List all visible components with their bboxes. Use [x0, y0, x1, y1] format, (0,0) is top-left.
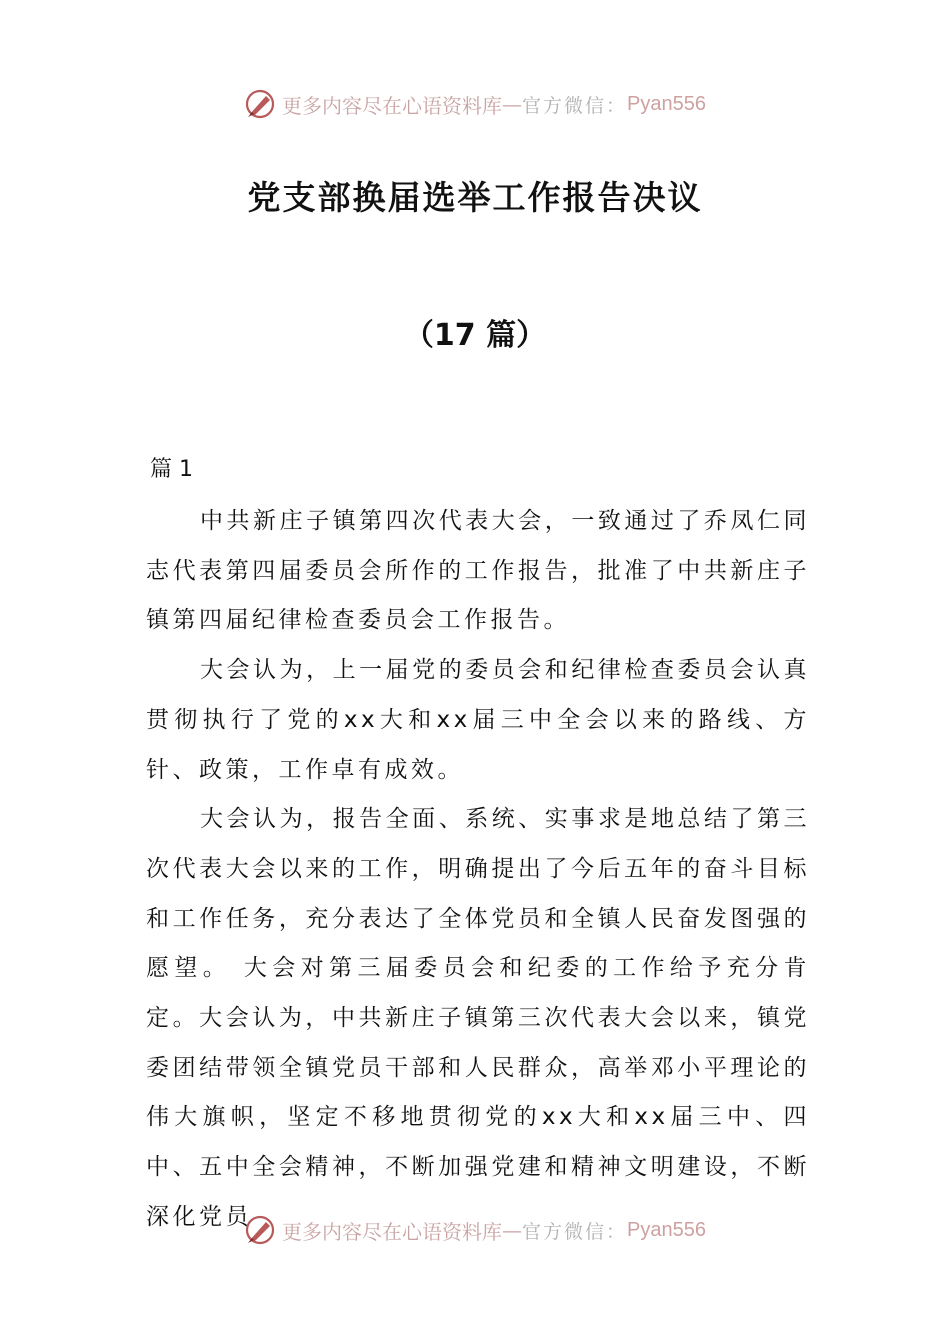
document-title: 党支部换届选举工作报告决议 [247, 178, 703, 217]
document-subtitle: （17 篇） [403, 318, 547, 353]
banner-wechat-id: Pyan556 [627, 92, 706, 115]
banner-text: 更多内容尽在心语资料库 [282, 93, 502, 118]
banner-wechat-label: 官方微信： [522, 94, 628, 117]
section-label: 篇 1 [150, 457, 193, 482]
banner-text: 更多内容尽在心语资料库 [282, 1219, 502, 1244]
banner-wechat-id: Pyan556 [627, 1218, 706, 1241]
header-banner [0, 84, 950, 124]
document-body [146, 497, 810, 1243]
paragraph: 大会认为，上一届党的委员会和纪律检查委员会认真贯彻执行了党的xx大和xx届三中全会以来的路线、方针、政策，工作卓有成效。 [146, 657, 810, 783]
pen-logo-icon [244, 88, 276, 120]
pen-logo-icon [244, 1214, 276, 1246]
paragraph: 大会认为，报告全面、系统、实事求是地总结了第三次代表大会以来的工作，明确提出了今后五年的奋斗目标和工作任务，充分表达了全体党员和全镇人民奋发图强的愿望。 大会对第三届委员会和纪委的工作给予充分肯定。大会认为，中共新庄子镇第三次代表大会以来，镇党委团结带领全镇党员干部和人民群众，高举邓小平理论的伟大旗帜，坚定不移地贯彻党的xx大和xx届三中、四中、五中全会精神，不断加强党建和精神文明建设，不断深化党员 [146, 806, 810, 1230]
footer-banner [0, 1210, 950, 1250]
banner-separator: — [502, 1218, 522, 1242]
paragraph: 中共新庄子镇第四次代表大会，一致通过了乔凤仁同志代表第四届委员会所作的工作报告，批准了中共新庄子镇第四届纪律检查委员会工作报告。 [146, 508, 810, 634]
banner-separator: — [502, 92, 522, 116]
banner-wechat-label: 官方微信： [522, 1220, 628, 1243]
